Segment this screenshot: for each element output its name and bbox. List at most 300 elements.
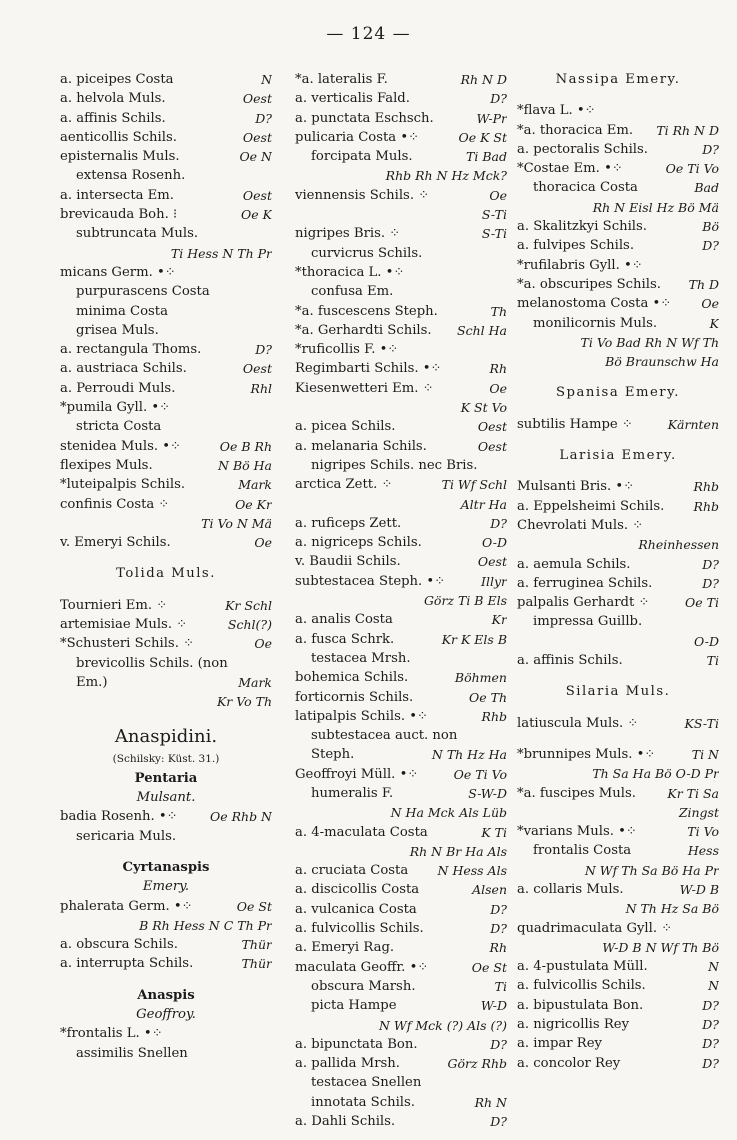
entry-distribution: Oe Ti Vo (665, 161, 719, 177)
entry-name: forticornis Schils. (295, 689, 414, 705)
entry-distribution: Bö (702, 219, 719, 235)
entry-name: Mulsant. (136, 790, 196, 806)
catalogue-entry (517, 555, 719, 574)
catalogue-entry (295, 282, 507, 301)
entry-distribution: Illyr (481, 573, 507, 589)
entry-name: a. cruciata Costa (295, 863, 409, 879)
section-heading (517, 682, 719, 701)
entry-name: a. melanaria Schils. (295, 438, 427, 454)
catalogue-entry (60, 128, 272, 147)
entry-distribution: Rh (489, 940, 507, 956)
entry-distribution: Oe (701, 296, 719, 312)
entry-distribution: D? (255, 110, 272, 126)
spacer (517, 733, 719, 745)
catalogue-entry (295, 359, 507, 378)
spacer (60, 552, 272, 564)
entry-distribution: Oest (477, 419, 507, 435)
entry-distribution: O-D (482, 535, 507, 551)
entry-name: phalerata Germ. •⁘ (60, 898, 193, 914)
entry-distribution: D? (490, 515, 507, 531)
entry-distribution: Ti Vo (687, 824, 719, 840)
catalogue-entry (295, 495, 507, 514)
entry-distribution: Oe B Rh (219, 438, 272, 454)
entry-name: *rufilabris Gyll. •⁘ (517, 257, 643, 273)
entry-distribution: Böhmen (454, 670, 507, 686)
catalogue-entry (60, 654, 272, 673)
entry-name: Cyrtanaspis (122, 859, 210, 875)
entry-name: minima Costa (76, 303, 168, 319)
catalogue-entry (295, 842, 507, 861)
spacer (517, 403, 719, 415)
entry-distribution: D? (702, 1055, 719, 1071)
catalogue-entry (295, 572, 507, 591)
entry-name: a. 4-pustulata Müll. (517, 959, 648, 975)
entry-distribution: Ti (494, 978, 507, 994)
catalogue-entry (295, 610, 507, 629)
catalogue-entry (60, 437, 272, 456)
entry-distribution: N Th Hz Ha (431, 747, 507, 763)
spacer (517, 371, 719, 383)
entry-name: stenidea Muls. •⁘ (60, 438, 182, 454)
entry-distribution: Thür (241, 956, 272, 972)
entry-name: a. analis Costa (295, 612, 393, 628)
catalogue-entry (295, 958, 507, 977)
catalogue-entry (295, 263, 507, 282)
section-heading (60, 564, 272, 583)
catalogue-entry (295, 745, 507, 764)
catalogue-entry (60, 417, 272, 436)
catalogue-entry (295, 224, 507, 243)
entry-distribution: Oe N (239, 149, 272, 165)
catalogue-entry (517, 159, 719, 178)
entry-distribution: Ti Wf Schl (441, 477, 507, 493)
catalogue-entry (295, 109, 507, 128)
entry-name: subtruncata Muls. (76, 226, 199, 242)
catalogue-entry (295, 186, 507, 205)
entry-distribution: Th Sa Ha Bö O-D Pr (592, 766, 719, 782)
entry-distribution: D? (490, 901, 507, 917)
entry-distribution: D? (490, 1114, 507, 1130)
catalogue-entry (295, 784, 507, 803)
catalogue-entry (60, 70, 272, 89)
catalogue-entry (517, 612, 719, 631)
entry-name: stricta Costa (76, 419, 162, 435)
entry-distribution: Oe K St (458, 129, 507, 145)
catalogue-entry (60, 1005, 272, 1024)
entry-name: Em.) (76, 674, 108, 690)
entry-distribution: Th D (688, 276, 719, 292)
catalogue-entry (517, 919, 719, 938)
entry-name: *frontalis L. •⁘ (60, 1026, 163, 1042)
entry-distribution: N (708, 959, 719, 975)
entry-name: forcipata Muls. (311, 149, 413, 165)
spacer (60, 712, 272, 724)
entry-distribution: Ti Hess N Th Pr (170, 245, 272, 261)
entry-distribution: K (709, 315, 719, 331)
entry-name: subtestacea auct. non (311, 728, 458, 744)
catalogue-entry (517, 764, 719, 783)
catalogue-entry (517, 957, 719, 976)
entry-distribution: Oe (254, 636, 272, 652)
catalogue-entry (295, 861, 507, 880)
entry-name: a. nigricollis Rey (517, 1017, 630, 1033)
entry-distribution: Ti Bad (466, 149, 507, 165)
entry-distribution: O-D (694, 633, 719, 649)
catalogue-entry (517, 101, 719, 120)
entry-name: a. discicollis Costa (295, 882, 420, 898)
catalogue-entry (60, 750, 272, 769)
catalogue-entry (517, 294, 719, 313)
catalogue-entry (60, 379, 272, 398)
entry-name: flexipes Muls. (60, 457, 153, 473)
spacer (517, 702, 719, 714)
catalogue-entry (60, 321, 272, 340)
entry-distribution: Kr K Els B (441, 631, 507, 647)
entry-name: Tolida Muls. (116, 566, 216, 582)
entry-name: a. Eppelsheimi Schils. (517, 498, 665, 514)
catalogue-entry (60, 877, 272, 896)
entry-name: latiuscula Muls. ⁘ (517, 715, 639, 731)
entry-distribution: Oest (242, 129, 272, 145)
catalogue-entry (295, 514, 507, 533)
catalogue-entry (517, 938, 719, 957)
entry-name: arctica Zett. ⁘ (295, 477, 393, 493)
entry-distribution: D? (490, 91, 507, 107)
catalogue-entry (295, 456, 507, 475)
entry-distribution: Rhb Rh N Hz Mck? (385, 168, 507, 184)
entry-name: Regimbarti Schils. •⁘ (295, 361, 442, 377)
catalogue-entry (295, 707, 507, 726)
entry-distribution: Schl(?) (227, 617, 272, 633)
entry-distribution: D? (490, 1036, 507, 1052)
entry-name: micans Germ. •⁘ (60, 264, 176, 280)
entry-distribution: D? (702, 1017, 719, 1033)
entry-name: *brunnipes Muls. •⁘ (517, 746, 656, 762)
entry-name: a. interrupta Schils. (60, 956, 194, 972)
entry-distribution: W-Pr (476, 110, 507, 126)
entry-name: a. Skalitzkyi Schils. (517, 219, 647, 235)
entry-name: v. Baudii Schils. (295, 554, 401, 570)
catalogue-entry (517, 714, 719, 733)
catalogue-entry (60, 205, 272, 224)
catalogue-entry (295, 1054, 507, 1073)
entry-distribution: Ti N (691, 746, 719, 762)
catalogue-entry (517, 745, 719, 764)
catalogue-entry (295, 1093, 507, 1112)
entry-name: v. Emeryi Schils. (60, 535, 171, 551)
entry-distribution: Rh (489, 361, 507, 377)
entry-name: viennensis Schils. ⁘ (295, 187, 430, 203)
catalogue-entry (60, 340, 272, 359)
entry-name: a. fulvicollis Schils. (295, 921, 424, 937)
catalogue-entry (517, 574, 719, 593)
entry-distribution: Rheinhessen (638, 537, 719, 553)
catalogue-entry (60, 166, 272, 185)
catalogue-entry (517, 275, 719, 294)
entry-distribution: Hess (687, 843, 719, 859)
catalogue-entry (295, 437, 507, 456)
spacer (517, 434, 719, 446)
entry-name: a. fulvipes Schils. (517, 238, 635, 254)
catalogue-entry (517, 256, 719, 275)
entry-distribution: Oe Ti (685, 595, 719, 611)
catalogue-entry (295, 340, 507, 359)
catalogue-entry (60, 302, 272, 321)
catalogue-entry (60, 495, 272, 514)
entry-distribution: Oest (477, 554, 507, 570)
catalogue-entry (60, 615, 272, 634)
catalogue-entry (60, 1044, 272, 1063)
entry-name: *Schusteri Schils. ⁘ (60, 636, 195, 652)
catalogue-entry (295, 417, 507, 436)
entry-distribution: Oe St (236, 898, 272, 914)
entry-name: purpurascens Costa (76, 284, 210, 300)
entry-distribution: Oe Ti Vo (453, 766, 507, 782)
catalogue-entry (295, 205, 507, 224)
entry-name: confinis Costa ⁘ (60, 496, 170, 512)
entry-distribution: Kr Ti Sa (667, 785, 719, 801)
entry-name: a. collaris Muls. (517, 881, 624, 897)
entry-distribution: Thür (241, 937, 272, 953)
entry-name: a. affinis Schils. (517, 653, 623, 669)
entry-name: brevicollis Schils. (non (76, 655, 228, 671)
catalogue-entry (517, 121, 719, 140)
catalogue-entry (295, 765, 507, 784)
entry-distribution: Rhb (481, 708, 507, 724)
catalogue-entry (295, 919, 507, 938)
entry-distribution: Alsen (472, 882, 507, 898)
entry-name: *a. fuscipes Muls. (517, 785, 636, 801)
entry-name: Geoffroy. (136, 1007, 196, 1023)
entry-distribution: Ti Vo Bad Rh N Wf Th (580, 334, 719, 350)
entry-name: a. bipunctata Bon. (295, 1036, 418, 1052)
entry-distribution: Kr Vo Th (216, 694, 272, 710)
entry-name: assimilis Snellen (76, 1045, 188, 1061)
entry-distribution: D? (702, 556, 719, 572)
column-2 (295, 70, 507, 1131)
catalogue-entry (295, 1035, 507, 1054)
entry-distribution: N Wf Mck (?) Als (?) (378, 1017, 507, 1033)
entry-distribution: D? (490, 921, 507, 937)
catalogue-entry (295, 938, 507, 957)
entry-name: sericaria Muls. (76, 828, 177, 844)
entry-distribution: D? (702, 141, 719, 157)
entry-name: episternalis Muls. (60, 149, 180, 165)
catalogue-entry (60, 282, 272, 301)
entry-name: *Costae Em. •⁘ (517, 161, 623, 177)
section-heading (60, 769, 272, 788)
catalogue-entry (60, 475, 272, 494)
entry-distribution: Oe Kr (235, 496, 272, 512)
entry-name: *varians Muls. •⁘ (517, 824, 637, 840)
entry-name: palpalis Gerhardt ⁘ (517, 595, 650, 611)
catalogue-entry (295, 649, 507, 668)
entry-name: *flava L. •⁘ (517, 103, 596, 119)
section-heading (517, 70, 719, 89)
entry-distribution: Oe St (471, 959, 507, 975)
entry-distribution: Rhb (693, 479, 719, 495)
catalogue-entry (295, 880, 507, 899)
entry-distribution: N Wf Th Sa Bö Ha Pr (584, 862, 719, 878)
catalogue-entry (517, 841, 719, 860)
section-heading (60, 724, 272, 750)
section-heading (517, 383, 719, 402)
entry-name: a. bipustulata Bon. (517, 997, 644, 1013)
entry-name: a. ferruginea Schils. (517, 575, 653, 591)
catalogue-entry (295, 166, 507, 185)
entry-distribution: W-D B (679, 881, 719, 897)
entry-name: confusa Em. (311, 284, 394, 300)
catalogue-entry (60, 533, 272, 552)
entry-distribution: S-Ti (481, 207, 507, 223)
catalogue-entry (60, 186, 272, 205)
entry-name: a. punctata Eschsch. (295, 110, 434, 126)
entry-name: Emery. (142, 879, 190, 895)
catalogue-entry (295, 630, 507, 649)
entry-distribution: Rh N (474, 1094, 507, 1110)
entry-name: Geoffroyi Müll. •⁘ (295, 766, 419, 782)
entry-name: extensa Rosenh. (76, 168, 186, 184)
page-number: — 124 — (326, 24, 411, 44)
spacer (60, 584, 272, 596)
catalogue-entry (295, 668, 507, 687)
section-heading (60, 986, 272, 1005)
entry-name: Larisia Emery. (559, 448, 677, 464)
entry-name: quadrimaculata Gyll. ⁘ (517, 920, 673, 936)
entry-name: a. Dahli Schils. (295, 1114, 396, 1130)
entry-name: aenticollis Schils. (60, 129, 177, 145)
entry-name: a. intersecta Em. (60, 187, 174, 203)
entry-distribution: Oe (254, 535, 272, 551)
entry-name: a. Emeryi Rag. (295, 940, 395, 956)
catalogue-entry (517, 217, 719, 236)
entry-distribution: Görz Ti B Els (423, 593, 507, 609)
entry-distribution: N Th Hz Sa Bö (625, 901, 719, 917)
catalogue-entry (517, 1034, 719, 1053)
entry-name: pulicaria Costa •⁘ (295, 129, 420, 145)
spacer (517, 465, 719, 477)
entry-name: a. vulcanica Costa (295, 901, 417, 917)
entry-name: a. affinis Schils. (60, 110, 166, 126)
spacer (60, 974, 272, 986)
entry-name: a. austriaca Schils. (60, 361, 187, 377)
entry-distribution: Oe Rhb N (210, 809, 272, 825)
column-1 (60, 70, 272, 1063)
entry-distribution: N Ha Mck Als Lüb (390, 805, 507, 821)
entry-distribution: Oe (489, 187, 507, 203)
entry-name: Chevrolati Muls. ⁘ (517, 517, 644, 533)
catalogue-entry (517, 1015, 719, 1034)
catalogue-entry (517, 314, 719, 333)
entry-distribution: Ti Vo N Mä (201, 515, 272, 531)
entry-distribution: K Ti (481, 824, 507, 840)
entry-name: a. pectoralis Schils. (517, 141, 648, 157)
entry-distribution: Rhl (250, 380, 272, 396)
entry-distribution: Altr Ha (460, 496, 507, 512)
entry-name: Nassipa Emery. (555, 72, 681, 87)
entry-name: nigripes Schils. nec Bris. (311, 457, 478, 473)
catalogue-entry (517, 236, 719, 255)
entry-name: a. fulvicollis Schils. (517, 978, 646, 994)
catalogue-entry (60, 827, 272, 846)
catalogue-entry (295, 900, 507, 919)
entry-distribution: Bö Braunschw Ha (605, 354, 719, 370)
catalogue-entry (60, 398, 272, 417)
entry-name: a. verticalis Fald. (295, 91, 410, 107)
catalogue-entry (60, 109, 272, 128)
catalogue-entry (517, 477, 719, 496)
catalogue-entry (60, 456, 272, 475)
entry-distribution: Rhb (693, 498, 719, 514)
entry-name: Mulsanti Bris. •⁘ (517, 479, 635, 495)
entry-name: thoracica Costa (533, 180, 638, 196)
spacer (60, 846, 272, 858)
entry-name: a. concolor Rey (517, 1055, 621, 1071)
entry-distribution: Oe K (241, 207, 272, 223)
catalogue-entry (60, 244, 272, 263)
column-3 (517, 70, 719, 1073)
catalogue-entry (60, 788, 272, 807)
entry-distribution: Oest (477, 438, 507, 454)
entry-name: testacea Snellen (311, 1075, 422, 1091)
catalogue-entry (517, 822, 719, 841)
section-heading (517, 446, 719, 465)
catalogue-entry (295, 302, 507, 321)
entry-name: melanostoma Costa •⁘ (517, 296, 672, 312)
catalogue-entry (295, 1016, 507, 1035)
catalogue-entry (295, 244, 507, 263)
catalogue-entry (295, 321, 507, 340)
entry-distribution: K St Vo (460, 400, 507, 416)
catalogue-entry (60, 954, 272, 973)
entry-distribution: KS-Ti (684, 715, 719, 731)
catalogue-entry (60, 596, 272, 615)
catalogue-entry (295, 1073, 507, 1092)
entry-name: *a. Gerhardti Schils. (295, 322, 432, 338)
catalogue-entry (517, 178, 719, 197)
catalogue-entry (517, 784, 719, 803)
catalogue-entry (517, 803, 719, 822)
entry-distribution: Kärnten (667, 416, 719, 432)
spacer (517, 670, 719, 682)
entry-name: artemisiae Muls. ⁘ (60, 617, 188, 633)
entry-distribution: S-Ti (481, 226, 507, 242)
entry-distribution: Zingst (678, 804, 719, 820)
catalogue-entry (295, 70, 507, 89)
entry-name: humeralis F. (311, 785, 394, 801)
catalogue-entry (295, 89, 507, 108)
entry-distribution: Oest (242, 91, 272, 107)
catalogue-entry (517, 651, 719, 670)
catalogue-entry (517, 497, 719, 516)
entry-name: frontalis Costa (533, 843, 632, 859)
entry-name: a. impar Rey (517, 1036, 602, 1052)
entry-name: picta Hampe (311, 998, 397, 1014)
entry-distribution: N (708, 978, 719, 994)
entry-distribution: Schl Ha (457, 322, 507, 338)
entry-distribution: Ti Rh N D (656, 122, 719, 138)
catalogue-entry (295, 147, 507, 166)
catalogue-entry (517, 899, 719, 918)
entry-distribution: W-D (480, 998, 507, 1014)
catalogue-entry (295, 552, 507, 571)
entry-name: Pentaria (134, 770, 198, 786)
entry-distribution: Oe Th (468, 689, 507, 705)
entry-name: bohemica Schils. (295, 670, 409, 686)
entry-name: a. Perroudi Muls. (60, 380, 176, 396)
catalogue-entry (517, 996, 719, 1015)
entry-name: curvicrus Schils. (311, 245, 423, 261)
